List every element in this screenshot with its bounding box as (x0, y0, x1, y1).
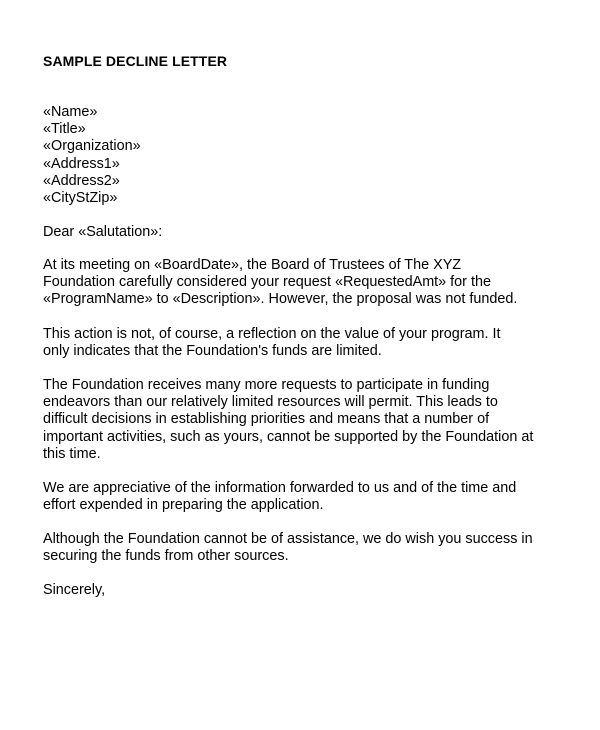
paragraph-limited-resources (43, 377, 573, 463)
paragraph-line: At its meeting on «BoardDate», the Board of Trustees of The XYZ (43, 257, 462, 273)
address-line-address1: «Address1» (43, 155, 120, 172)
address-line-organization: «Organization» (43, 138, 141, 155)
letter-title: SAMPLE DECLINE LETTER (43, 53, 228, 69)
paragraph-not-a-reflection (43, 326, 573, 360)
paragraph-line: This action is not, of course, a reflection on the value of your program. It (43, 326, 501, 342)
paragraph-line: securing the funds from other sources. (43, 548, 289, 565)
paragraph-line: effort expended in preparing the application. (43, 497, 324, 514)
paragraph-best-wishes (43, 531, 573, 565)
paragraph-line: endeavors than our relatively limited resources will permit. This leads to (43, 394, 498, 411)
paragraph-appreciation (43, 480, 573, 514)
paragraph-line: difficult decisions in establishing priorities and means that a number of (43, 411, 490, 428)
paragraph-line: Although the Foundation cannot be of assistance, we do wish you success in (43, 531, 533, 547)
recipient-address-block (43, 104, 141, 207)
paragraph-line: important activities, such as yours, cannot be supported by the Foundation at (43, 428, 534, 445)
paragraph-line: only indicates that the Foundation's funds are limited. (43, 343, 382, 360)
paragraph-line: this time. (43, 445, 101, 462)
address-line-city-state-zip: «CityStZip» (43, 190, 118, 207)
salutation: Dear «Salutation»: (43, 224, 163, 240)
paragraph-line: We are appreciative of the information forwarded to us and of the time and (43, 480, 517, 496)
address-line-title: «Title» (43, 121, 86, 138)
paragraph-line: Foundation carefully considered your request «RequestedAmt» for the (43, 274, 491, 291)
address-line-address2: «Address2» (43, 172, 120, 189)
address-line-name: «Name» (43, 104, 98, 120)
paragraph-line: The Foundation receives many more requests to participate in funding (43, 377, 490, 393)
paragraph-meeting-decision (43, 257, 573, 309)
closing: Sincerely, (43, 582, 106, 598)
paragraph-line: «ProgramName» to «Description». However, the proposal was not funded. (43, 291, 518, 308)
